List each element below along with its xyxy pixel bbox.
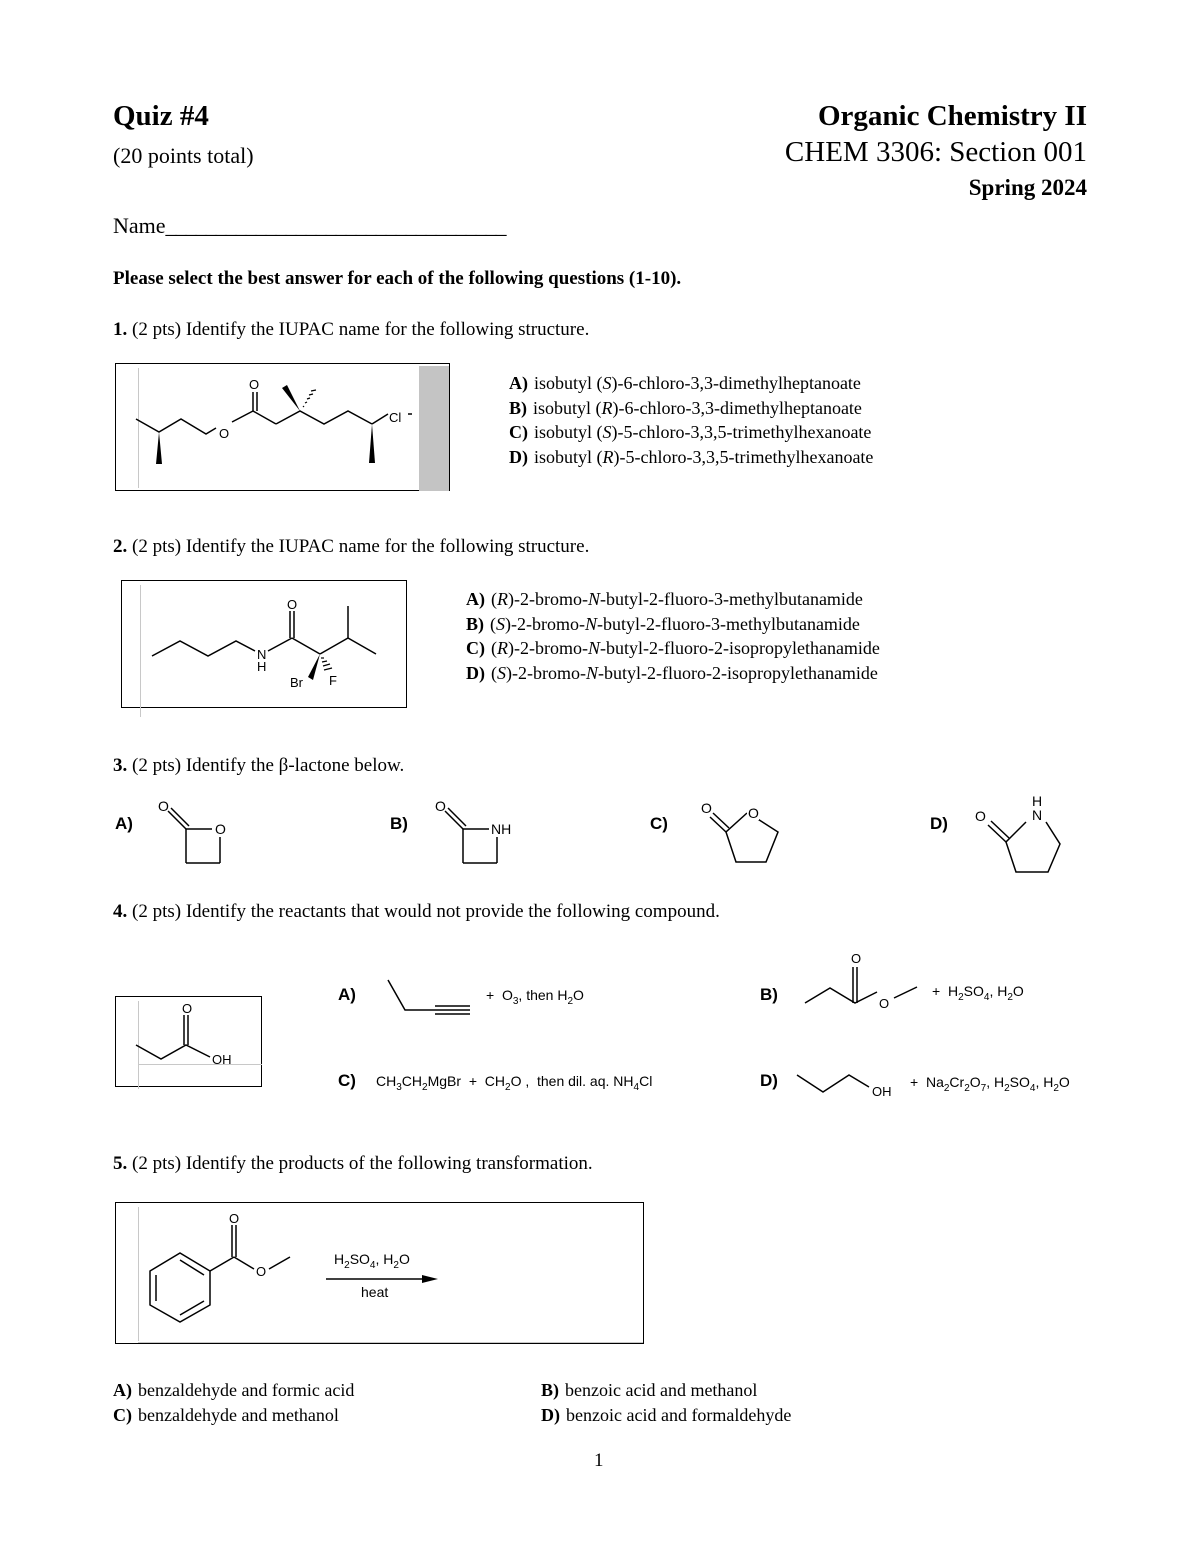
q3-option-d-label[interactable]: D) bbox=[930, 814, 948, 833]
q4-option-b-label[interactable]: B) bbox=[760, 985, 778, 1004]
q1-options bbox=[509, 371, 873, 469]
q1-atom-cl: Cl bbox=[389, 410, 402, 425]
q4-b-atom-o2: O bbox=[879, 996, 890, 1011]
q5-reagent-top: $H_2SO_4$, $H_2O$ bbox=[334, 1251, 410, 1271]
q3-a-carbonyl-o: O bbox=[158, 798, 169, 814]
q3-text: (2 pts) Identify the β-lactone below. bbox=[132, 755, 405, 776]
q4-text: (2 pts) Identify the reactants that would not provide the following compound. bbox=[132, 901, 720, 922]
q5-options-left bbox=[113, 1378, 354, 1427]
q3-number: 3. bbox=[113, 755, 128, 776]
q1-option-b[interactable]: B) isobutyl (R)-6-chloro-3,3-dimethylheptanoate bbox=[509, 397, 862, 418]
q2-number: 2. bbox=[113, 536, 128, 557]
course-section: CHEM 3306: Section 001 bbox=[784, 136, 1087, 168]
q1-option-c[interactable]: C) isobutyl (S)-5-chloro-3,3,5-trimethylhexanoate bbox=[509, 422, 872, 442]
q1-option-a[interactable]: A) isobutyl (S)-6-chloro-3,3-dimethylheptanoate bbox=[509, 373, 861, 393]
q4-option-c-label[interactable]: C) bbox=[338, 1071, 356, 1090]
q1-number: 1. bbox=[113, 319, 128, 340]
q4-option-b-structure[interactable] bbox=[800, 945, 925, 1015]
q3-option-d-structure[interactable] bbox=[966, 788, 1076, 883]
q2-option-a[interactable]: A) (R)-2-bromo-N-butyl-2-fluoro-3-methylbutanamide bbox=[466, 589, 863, 609]
q4-option-a-structure[interactable] bbox=[380, 972, 475, 1022]
q3-b-carbonyl-o: O bbox=[435, 798, 446, 814]
q2-option-c[interactable]: C) (R)-2-bromo-N-butyl-2-fluoro-2-isopropylethanamide bbox=[466, 638, 880, 658]
q1-option-d[interactable]: D) isobutyl (R)-5-chloro-3,3,5-trimethylhexanoate bbox=[509, 446, 874, 467]
q4-compound-box bbox=[115, 996, 262, 1087]
term: Spring 2024 bbox=[968, 175, 1087, 200]
q3-option-c-label[interactable]: C) bbox=[650, 814, 668, 833]
q4-option-d-structure[interactable] bbox=[795, 1065, 905, 1105]
q2-option-b[interactable]: B) (S)-2-bromo-N-butyl-2-fluoro-3-methylbutanamide bbox=[466, 613, 860, 634]
instructions: Please select the best answer for each of the following questions (1-10). bbox=[113, 268, 682, 289]
q3-c-ring-o: O bbox=[748, 805, 759, 821]
q3-prompt bbox=[113, 755, 404, 777]
points-total: (20 points total) bbox=[113, 143, 254, 168]
q5-option-a[interactable]: A) benzaldehyde and formic acid bbox=[113, 1380, 355, 1400]
q3-d-carbonyl-o: O bbox=[975, 808, 986, 824]
q2-atom-f: F bbox=[329, 673, 337, 688]
q3-d-ring-h: H bbox=[1032, 793, 1043, 809]
q1-structure-box bbox=[115, 363, 450, 491]
q4-option-d-reagent[interactable]: + $Na_2Cr_2O_7$, $H_2SO_4$, $H_2O$ bbox=[910, 1074, 1070, 1094]
q5-option-d[interactable]: D) benzoic acid and formaldehyde bbox=[541, 1404, 792, 1425]
q3-option-b-structure[interactable] bbox=[425, 795, 525, 875]
quiz-title: Quiz #4 bbox=[113, 100, 209, 132]
q2-option-d[interactable]: D) (S)-2-bromo-N-butyl-2-fluoro-2-isopropylethanamide bbox=[466, 662, 878, 683]
q5-number: 5. bbox=[113, 1153, 128, 1174]
q2-atom-n: N bbox=[257, 647, 267, 662]
q3-d-ring-n: N bbox=[1032, 807, 1043, 823]
q1-prompt bbox=[113, 319, 589, 341]
name-label: Name bbox=[113, 213, 166, 238]
q2-structure-box bbox=[121, 580, 407, 708]
q2-prompt bbox=[113, 536, 589, 558]
q5-text: (2 pts) Identify the products of the following transformation. bbox=[132, 1153, 593, 1174]
q4-prompt bbox=[113, 901, 720, 923]
q3-a-ring-o: O bbox=[215, 821, 226, 837]
q5-reaction bbox=[116, 1203, 645, 1345]
q4-option-a-label[interactable]: A) bbox=[338, 985, 356, 1004]
q5-prompt bbox=[113, 1153, 593, 1175]
q1-text: (2 pts) Identify the IUPAC name for the following structure. bbox=[132, 319, 590, 340]
q3-c-carbonyl-o: O bbox=[701, 800, 712, 816]
q4-d-atom-oh: OH bbox=[872, 1084, 892, 1099]
q5-options-right bbox=[541, 1378, 791, 1427]
q2-atom-o: O bbox=[287, 597, 298, 612]
q4-compound-o: O bbox=[182, 1001, 193, 1016]
q5-reagent-bottom: heat bbox=[361, 1284, 389, 1300]
q1-molecule bbox=[116, 364, 451, 492]
q3-b-ring-nh: NH bbox=[491, 821, 512, 837]
q4-option-b-reagent[interactable]: + $H_2SO_4$, $H_2O$ bbox=[932, 983, 1024, 1003]
q4-compound-oh: OH bbox=[212, 1052, 232, 1067]
q2-options bbox=[466, 587, 880, 685]
q3-option-a-label[interactable]: A) bbox=[115, 814, 133, 833]
q4-option-d-label[interactable]: D) bbox=[760, 1071, 778, 1090]
q5-atom-o: O bbox=[229, 1211, 240, 1226]
q3-option-a-structure[interactable] bbox=[150, 795, 240, 875]
page-number: 1 bbox=[594, 1450, 604, 1471]
q1-atom-o2: O bbox=[219, 426, 230, 441]
q5-atom-o2: O bbox=[256, 1264, 267, 1279]
q5-reaction-box bbox=[115, 1202, 644, 1344]
q4-compound bbox=[116, 997, 263, 1088]
course-title: Organic Chemistry II bbox=[817, 100, 1087, 132]
q4-option-c-reagent[interactable]: $CH_3CH_2MgBr + CH_2O$ , then dil. aq. $NH_4Cl$ bbox=[376, 1073, 653, 1093]
q5-option-c[interactable]: C) benzaldehyde and methanol bbox=[113, 1404, 339, 1425]
q2-atom-h: H bbox=[257, 659, 267, 674]
q2-molecule bbox=[122, 581, 408, 709]
name-field[interactable] bbox=[113, 213, 506, 239]
q3-option-b-label[interactable]: B) bbox=[390, 814, 408, 833]
q4-number: 4. bbox=[113, 901, 128, 922]
name-line: __________________________________ bbox=[165, 213, 506, 238]
q2-atom-br: Br bbox=[290, 675, 303, 690]
q4-b-atom-o: O bbox=[851, 951, 862, 966]
q3-option-c-structure[interactable] bbox=[690, 790, 800, 880]
q1-atom-o: O bbox=[249, 377, 260, 392]
q4-option-a-reagent[interactable]: + $O_3$, then $H_2O$ bbox=[486, 987, 584, 1007]
q5-option-b[interactable]: B) benzoic acid and methanol bbox=[541, 1380, 758, 1400]
q2-text: (2 pts) Identify the IUPAC name for the following structure. bbox=[132, 536, 590, 557]
